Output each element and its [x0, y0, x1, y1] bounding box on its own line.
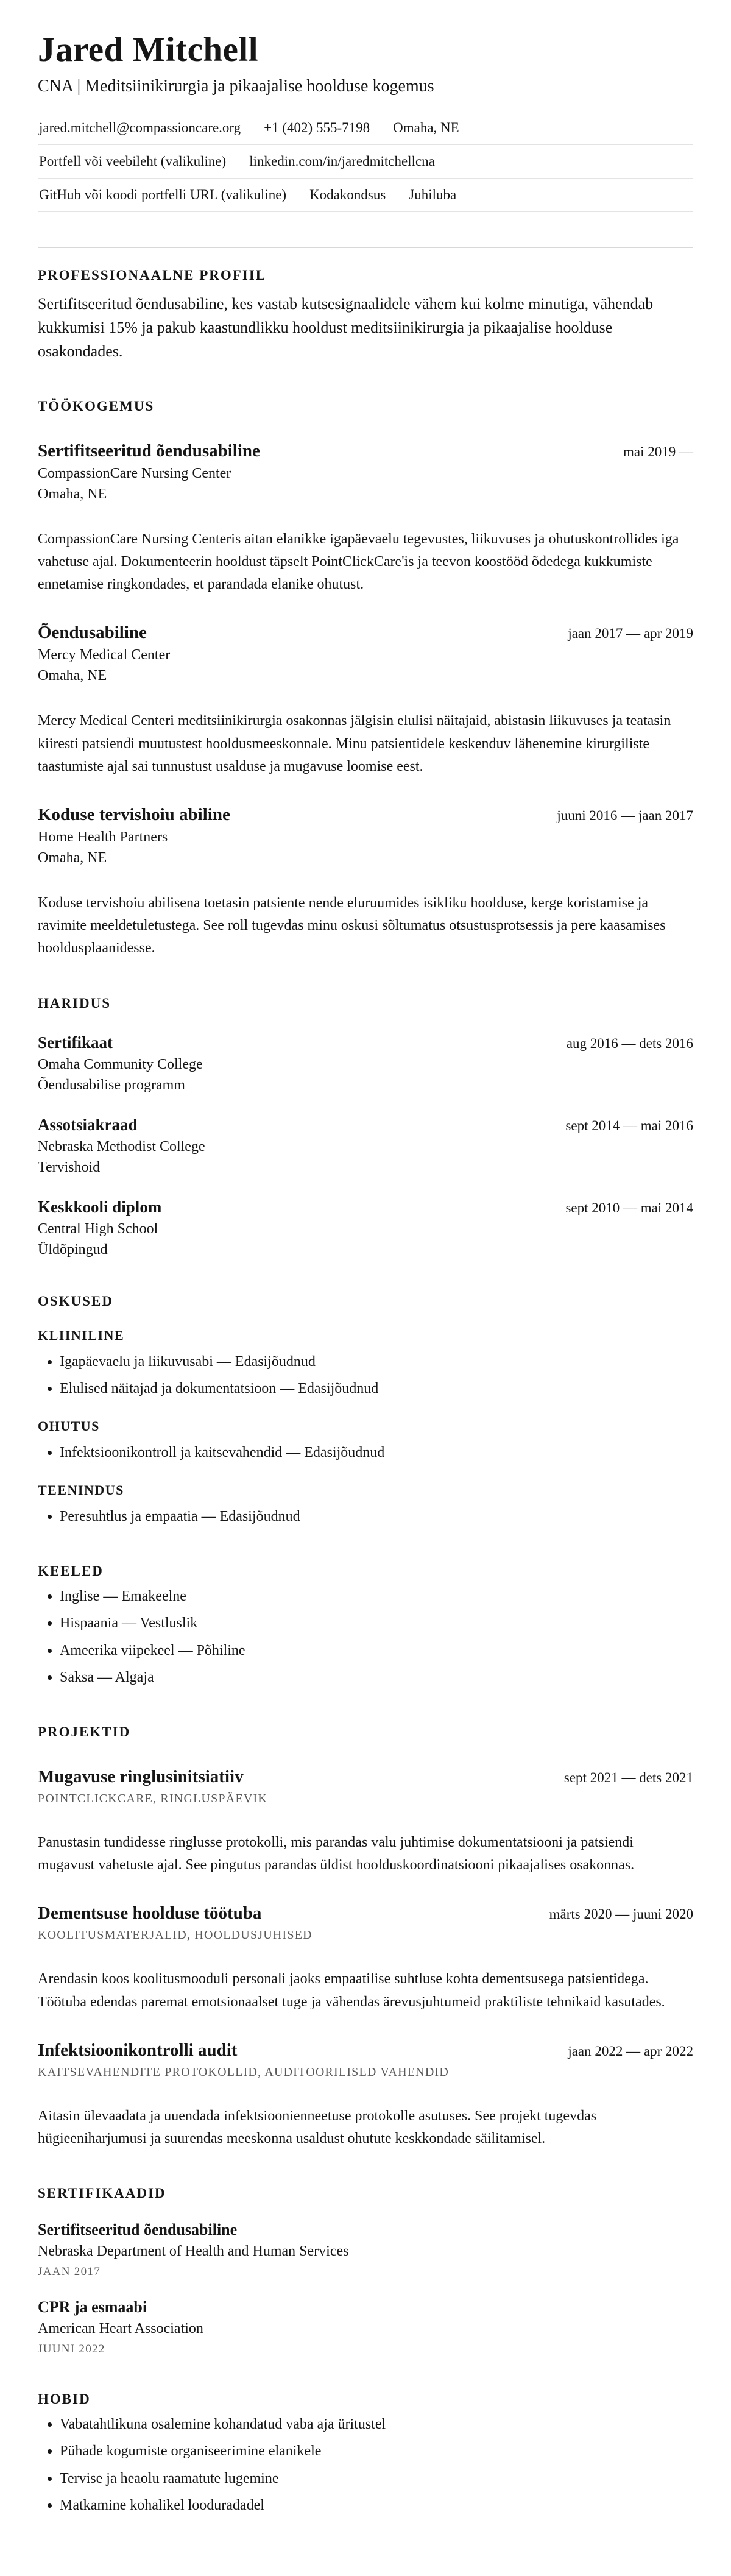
hobby-item: • Vabatahtlikuna osalemine kohandatud vaba aja üritustel	[60, 2413, 693, 2436]
education-entry-head	[38, 1198, 693, 1217]
certification-issuer: American Heart Association	[38, 2321, 203, 2337]
job-description: Koduse tervishoiu abilisena toetasin patsiente nende eluruumides isikliku hoolduse, kerge koristamise ja ravimite meeldetuletustega. See roll tugevdas minu oskusi sõltumatus otsustusprotsessis ja pere kaasamises hooldusplaanidesse.	[38, 894, 666, 957]
candidate-headline: CNA | Meditsiinikirurgia ja pikaajalise hoolduse kogemus	[38, 76, 434, 96]
degree-title: Sertifikaat	[38, 1033, 113, 1052]
school-name: Omaha Community College	[38, 1056, 203, 1072]
field-of-study: Tervishoid	[38, 1159, 101, 1175]
school-name: Nebraska Methodist College	[38, 1138, 205, 1155]
contact-row	[38, 179, 693, 212]
skill-list	[38, 1351, 693, 1400]
skill-list	[38, 1442, 693, 1464]
experience-entry	[38, 441, 693, 596]
project-entry-head	[38, 1767, 693, 1787]
job-company: Mercy Medical Center	[38, 647, 171, 663]
job-description: Mercy Medical Centeri meditsiinikirurgia osakonnas jälgisin elulisi näitajaid, abistasin liikuvuses ja teatasin kiiresti patsiendi muutustest hooldusmeeskonnale. Minu patsientidele keskenduv lähenemine kirurgiliste taastumiste ajal sai tunnustust usalduse ja mugavuse loomise eest.	[38, 713, 671, 774]
education-dates: sept 2010 — mai 2014	[565, 1200, 693, 1215]
project-entry	[38, 2040, 693, 2150]
certification-issuer: Nebraska Department of Health and Human Services	[38, 2243, 349, 2260]
language-item: • Ameerika viipekeel — Põhiline	[60, 1640, 693, 1662]
education-entry	[38, 1116, 693, 1176]
experience-entry	[38, 805, 693, 960]
project-entry-head	[38, 1903, 693, 1923]
hobby-list	[38, 2413, 693, 2517]
skill-group-heading: KLIINILINE	[38, 1327, 125, 1343]
drivers-license-text: Juhiluba	[409, 186, 457, 202]
hobby-item: • Pühade kogumiste organiseerimine elanikele	[60, 2440, 693, 2463]
project-description: Arendasin koos koolitusmooduli personali jaoks empaatilise suhtluse kohta dementsusega patsientidega. Töötuba edendas paremat emotsionaalset tuge ja vähendas ärevusjuhtumeid praktiliste tehnikaid kasutades.	[38, 1971, 665, 2010]
resume-header	[38, 30, 693, 212]
degree-title: Assotsiakraad	[38, 1115, 138, 1134]
experience-entry-head	[38, 623, 693, 643]
project-tools: KAITSEVAHENDITE PROTOKOLLID, AUDITOORILISED VAHENDID	[38, 2065, 449, 2079]
project-description: Panustasin tundidesse ringlusse protokolli, mis parandas valu juhtimise dokumentatsiooni ja patsiendi mugavust vahetuste ajal. See pingutus parandas üldist hoolduskoordinatsiooni pikaajalises osakonnas.	[38, 1835, 635, 1874]
skill-group-heading: OHUTUS	[38, 1418, 100, 1434]
hobby-item: • Matkamine kohalikel looduradadel	[60, 2494, 693, 2517]
section-experience	[38, 398, 693, 960]
skill-group-safety	[38, 1418, 693, 1464]
language-item: • Hispaania — Vestluslik	[60, 1612, 693, 1635]
skill-item: • Infektsioonikontroll ja kaitsevahendid — Edasijõudnud	[60, 1442, 693, 1464]
certification-date: JUUNI 2022	[38, 2343, 105, 2356]
skill-list	[38, 1506, 693, 1528]
education-entry-head	[38, 1033, 693, 1052]
education-entry	[38, 1198, 693, 1258]
skill-group-service	[38, 1482, 693, 1528]
job-dates: jaan 2017 — apr 2019	[568, 626, 693, 642]
school-name: Central High School	[38, 1220, 158, 1237]
section-languages	[38, 1563, 693, 1689]
skill-item: • Peresuhtlus ja empaatia — Edasijõudnud	[60, 1506, 693, 1528]
project-dates: jaan 2022 — apr 2022	[568, 2043, 693, 2059]
language-list	[38, 1585, 693, 1689]
experience-entry	[38, 623, 693, 778]
section-education	[38, 996, 693, 1258]
project-title: Infektsioonikontrolli audit	[38, 2040, 238, 2060]
field-of-study: Õendusabilise programm	[38, 1077, 185, 1093]
education-entry-head	[38, 1116, 693, 1134]
job-company: CompassionCare Nursing Center	[38, 465, 231, 481]
section-heading-languages: KEELED	[38, 1563, 104, 1579]
email-text: jared.mitchell@compassioncare.org	[39, 119, 241, 135]
skill-item: • Elulised näitajad ja dokumentatsioon — Edasijõudnud	[60, 1378, 693, 1400]
job-location: Omaha, NE	[38, 486, 107, 502]
job-title: Sertifitseeritud õendusabiline	[38, 441, 260, 461]
section-heading-hobbies: HOBID	[38, 2391, 91, 2407]
section-heading-skills: OSKUSED	[38, 1293, 113, 1309]
certification-title: CPR ja esmaabi	[38, 2298, 147, 2316]
education-dates: aug 2016 — dets 2016	[566, 1035, 693, 1051]
job-description: CompassionCare Nursing Centeris aitan elanikke igapäevaelu tegevustes, liikuvuses ja ohutuskontrollides iga vahetuse ajal. Dokumenteerin hooldust täpselt PointClickCare'is ja teevon koostööd õdedega kukkumiste ennetamise ringkondades, et parandada elanike ohutust.	[38, 531, 679, 593]
job-location: Omaha, NE	[38, 668, 107, 684]
language-item: • Inglise — Emakeelne	[60, 1585, 693, 1608]
portfolio-text: Portfell või veebileht (valikuline)	[39, 153, 227, 169]
section-heading-education: HARIDUS	[38, 995, 111, 1011]
job-title: Õendusabiline	[38, 623, 147, 643]
profile-summary: Sertifitseeritud õendusabiline, kes vastab kutsesignaalidele vähem kui kolme minutiga, vähendab kukkumisi 15% ja pakub kaastundlikku hooldust meditsiinikirurgia ja pikaajalise hoolduse osakondades.	[38, 294, 654, 360]
project-dates: sept 2021 — dets 2021	[563, 1770, 693, 1786]
contact-row	[38, 111, 693, 145]
project-title: Mugavuse ringlusinitsiatiiv	[38, 1767, 244, 1787]
project-entry-head	[38, 2040, 693, 2061]
section-profile	[38, 247, 693, 363]
candidate-name: Jared Mitchell	[38, 30, 259, 69]
citizenship-text: Kodakondsus	[309, 186, 386, 202]
certification-title: Sertifitseeritud õendusabiline	[38, 2221, 238, 2239]
project-entry	[38, 1903, 693, 2013]
experience-entry-head	[38, 441, 693, 461]
section-projects	[38, 1724, 693, 2150]
job-company: Home Health Partners	[38, 829, 168, 845]
hobby-item: • Tervise ja heaolu raamatute lugemine	[60, 2468, 693, 2490]
section-heading-experience: TÖÖKOGEMUS	[38, 398, 155, 414]
project-tools: KOOLITUSMATERJALID, HOOLDUSJUHISED	[38, 1928, 313, 1942]
github-text: GitHub või koodi portfelli URL (valikuline)	[39, 186, 287, 202]
section-heading-certifications: SERTIFIKAADID	[38, 2185, 166, 2201]
contact-info	[38, 111, 693, 212]
job-dates: mai 2019 —	[623, 444, 693, 459]
job-location: Omaha, NE	[38, 849, 107, 866]
job-dates: juuni 2016 — jaan 2017	[557, 807, 693, 823]
experience-entry-head	[38, 805, 693, 825]
linkedin-text: linkedin.com/in/jaredmitchellcna	[249, 153, 435, 169]
project-dates: märts 2020 — juuni 2020	[549, 1906, 693, 1922]
job-title: Koduse tervishoiu abiline	[38, 804, 230, 824]
degree-title: Keskkooli diplom	[38, 1197, 162, 1216]
section-skills	[38, 1293, 693, 1529]
location-text: Omaha, NE	[393, 119, 459, 135]
skill-group-heading: TEENINDUS	[38, 1482, 124, 1498]
section-heading-profile: PROFESSIONAALNE PROFIIL	[38, 267, 267, 283]
project-title: Dementsuse hoolduse töötuba	[38, 1903, 262, 1923]
skill-item: • Igapäevaelu ja liikuvusabi — Edasijõudnud	[60, 1351, 693, 1373]
skill-group-clinical	[38, 1328, 693, 1400]
section-heading-projects: PROJEKTID	[38, 1724, 131, 1740]
contact-row	[38, 145, 693, 179]
project-description: Aitasin ülevaadata ja uuendada infektsioonienneetuse protokolle asutuses. See projekt tugevdas hügieeniharjumusi ja suurendas meeskonna usaldust ohutute keskkondade säilitamisel.	[38, 2107, 597, 2146]
project-entry	[38, 1767, 693, 1877]
certification-date: JAAN 2017	[38, 2265, 101, 2279]
section-certifications	[38, 2185, 693, 2356]
certification-entry	[38, 2298, 693, 2356]
education-entry	[38, 1033, 693, 1094]
phone-text: +1 (402) 555-7198	[264, 119, 370, 135]
section-hobbies	[38, 2391, 693, 2517]
language-item: • Saksa — Algaja	[60, 1666, 693, 1689]
project-tools: POINTCLICKCARE, RINGLUSPÄEVIK	[38, 1792, 268, 1806]
education-dates: sept 2014 — mai 2016	[565, 1117, 693, 1133]
certification-entry	[38, 2221, 693, 2279]
field-of-study: Üldõpingud	[38, 1241, 108, 1258]
